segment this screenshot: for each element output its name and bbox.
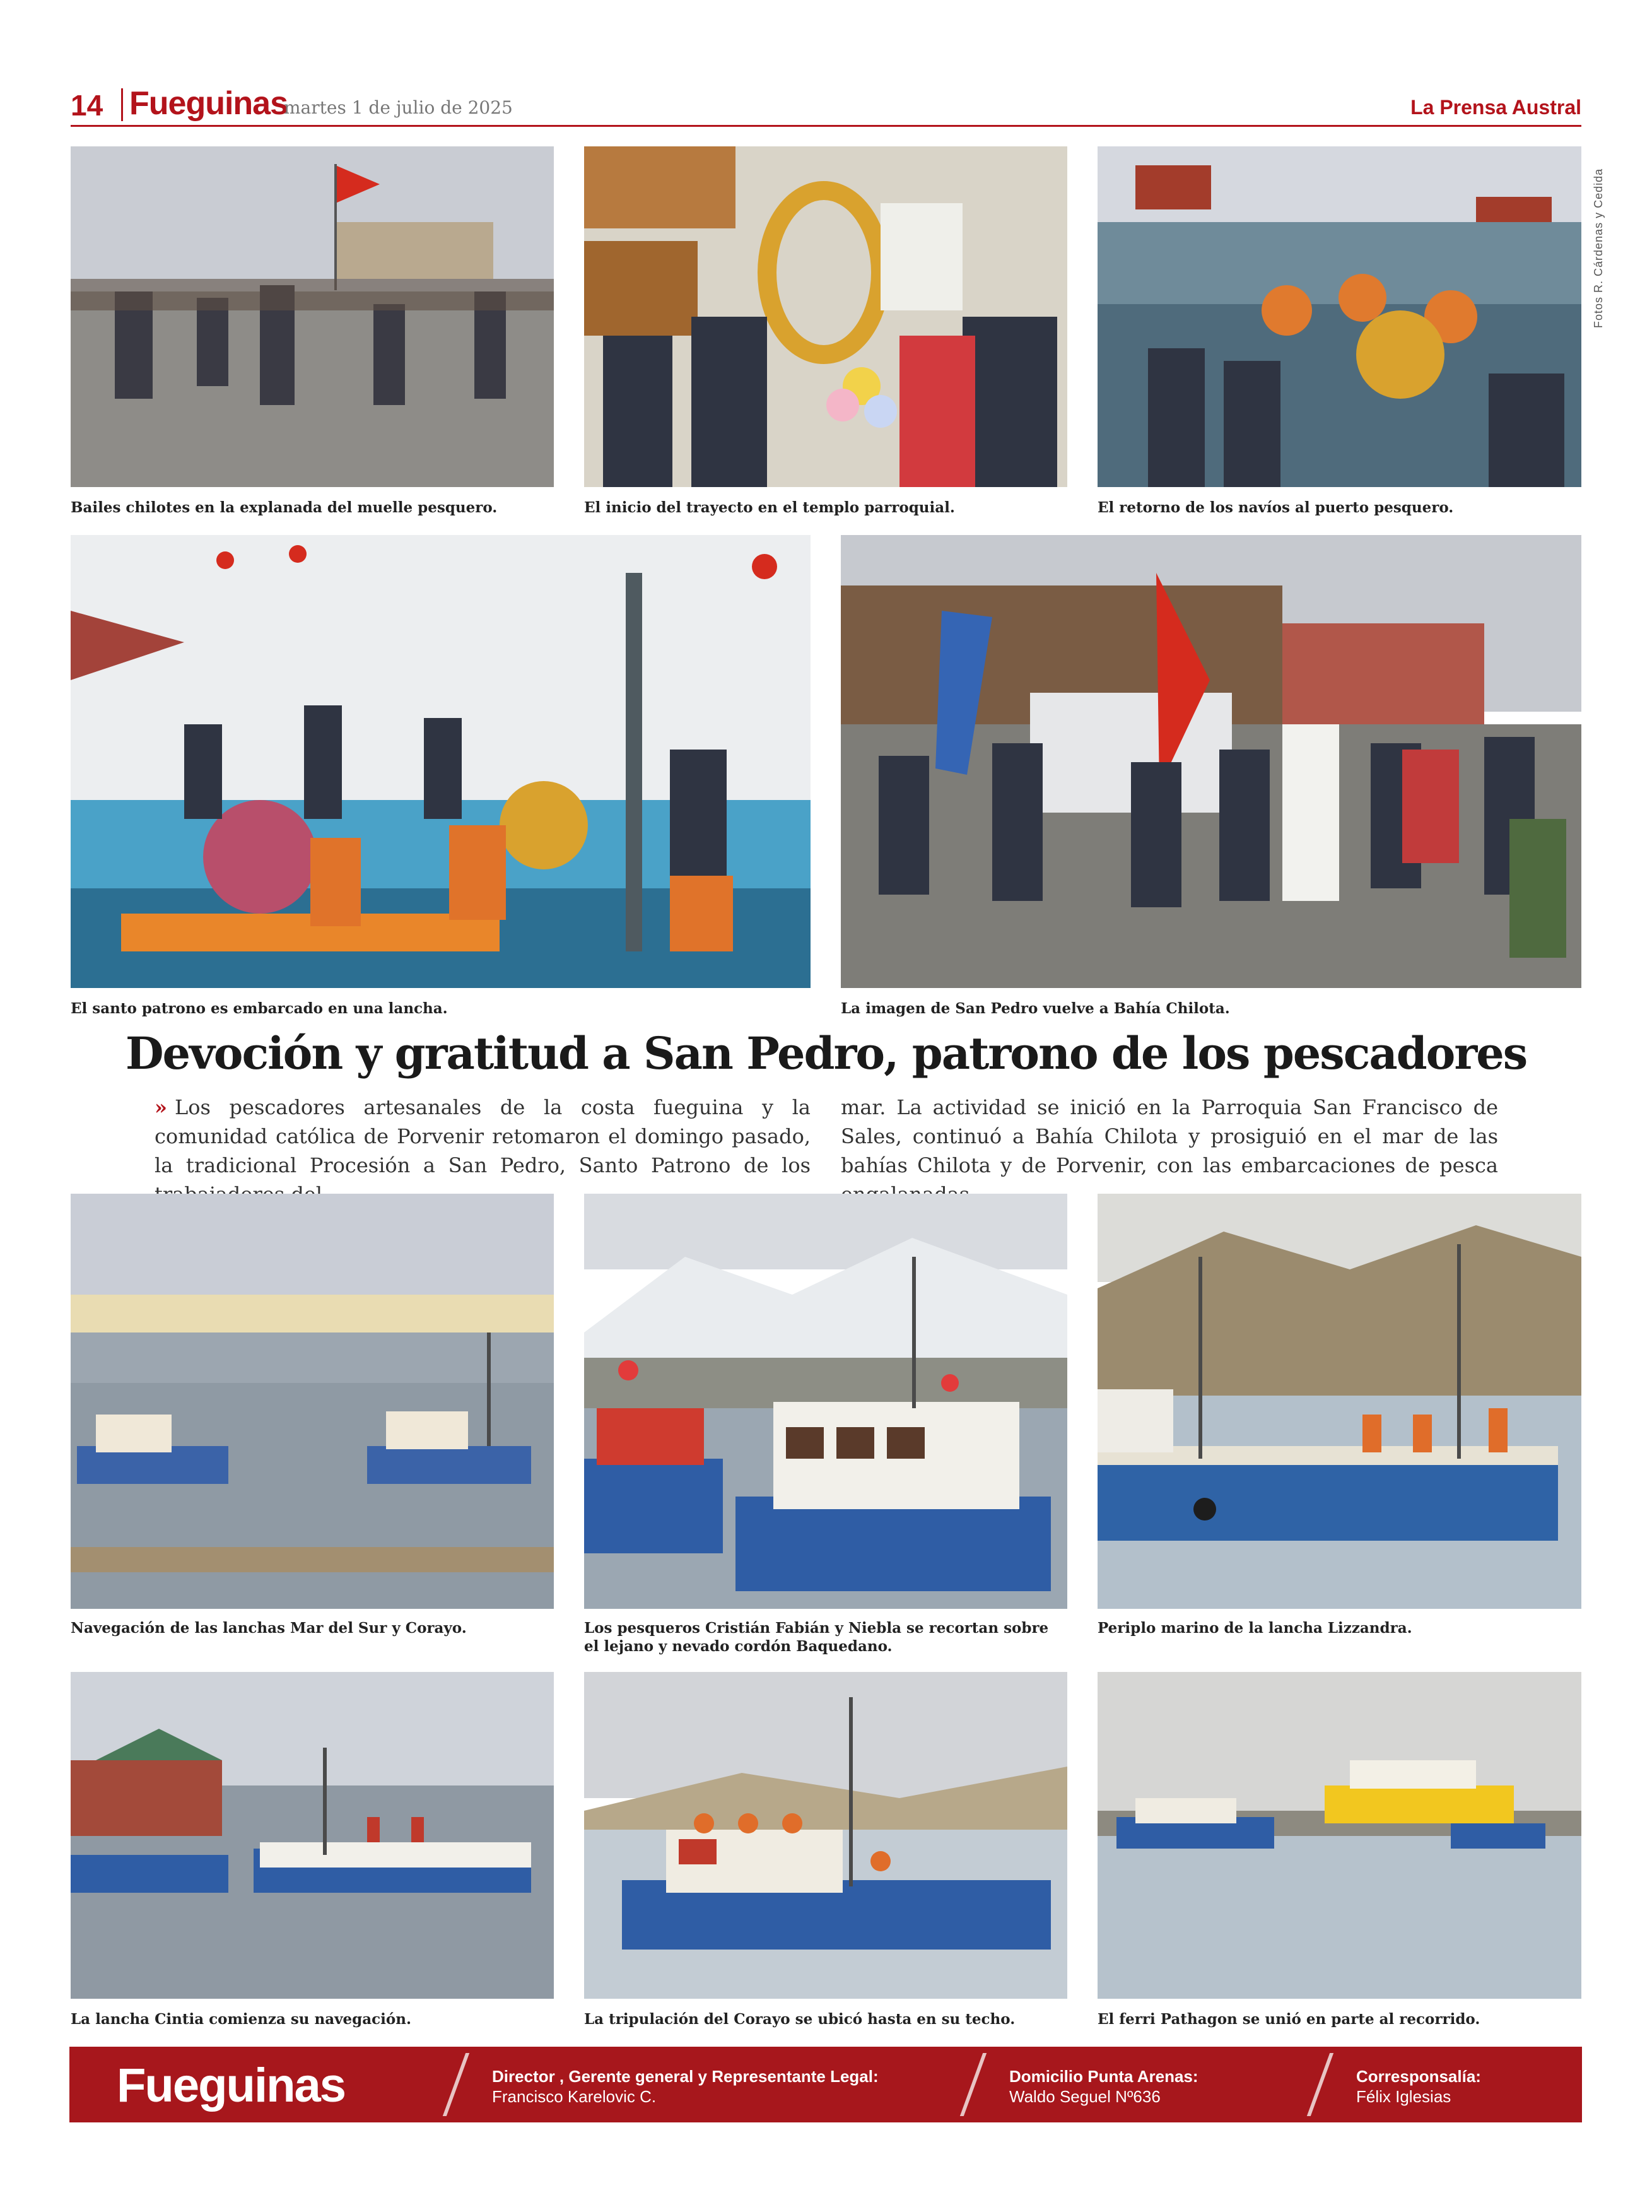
caption-ferri: El ferri Pathagon se unió en parte al recorrido. [1098,2011,1480,2028]
publication-date: martes 1 de julio de 2025 [284,97,513,118]
footer-bar [69,2047,1582,2122]
caption-cristian-fabian: Los pesqueros Cristián Fabián y Niebla se recortan sobre el lejano y nevado cordón Baquedano. [584,1620,1049,1655]
photo-ferri-pathagon [1098,1672,1581,1999]
caption-dances: Bailes chilotes en la explanada del muelle pesquero. [71,499,498,516]
photo-lizzandra [1098,1194,1581,1609]
caption-corayo-roof: La tripulación del Corayo se ubicó hasta en su techo. [584,2011,1016,2028]
photo-credit: Fotos R. Cárdenas y Cedida [1592,168,1605,328]
caption-church: El inicio del trayecto en el templo parroquial. [584,499,955,516]
caption-return: El retorno de los navíos al puerto pesquero. [1098,499,1454,516]
header-rule [71,125,1581,127]
article-body-col2: mar. La actividad se inició en la Parroquia San Francisco de Sales, continuó a Bahía Chilota y prosiguió en el mar de las bahías Chilota y de Porvenir, con las embarcaciones de pesca [841,1095,1498,1177]
article-text-1: Los pescadores artesanales de la costa fueguina y la comunidad católica de Porvenir retomaron el domingo pasado, la tradicional Procesión a San Pedro, Santo Patrono de los [155,1095,811,1177]
footer-divider [443,2053,469,2116]
caption-san-pedro-returns: La imagen de San Pedro vuelve a Bahía Chilota. [841,1000,1230,1017]
photo-cintia [71,1672,554,1999]
footer-corresp-value: Félix Iglesias [1356,2087,1451,2106]
photo-mar-del-sur-corayo [71,1194,554,1609]
footer-divider [1307,2053,1333,2116]
photo-cristian-fabian-niebla [584,1194,1067,1609]
arrow-icon: » [155,1095,167,1119]
newspaper-name: La Prensa Austral [1410,96,1581,119]
photo-san-pedro-returns [841,535,1581,988]
photo-return-port [1098,146,1581,487]
footer-director-label: Director , Gerente general y Representante Legal: [492,2067,879,2086]
header-separator [121,88,123,121]
article-body-col1 [155,1093,811,1209]
page-number: 14 [71,89,103,122]
caption-cintia: La lancha Cintia comienza su navegación. [71,2011,411,2028]
footer-divider [960,2053,987,2116]
caption-saint-boarded: El santo patrono es embarcado en una lancha. [71,1000,448,1017]
section-title: Fueguinas [129,85,288,122]
photo-corayo-roof [584,1672,1067,1999]
photo-saint-boarded [71,535,811,988]
photo-dances-pier [71,146,554,487]
footer-logo: Fueguinas [117,2059,346,2112]
caption-lizzandra: Periplo marino de la lancha Lizzandra. [1098,1620,1412,1637]
footer-address-value: Waldo Seguel Nº636 [1009,2087,1161,2106]
footer-director-value: Francisco Karelovic C. [492,2087,657,2106]
article-headline: Devoción y gratitud a San Pedro, patrono de los pescadores [125,1027,1527,1080]
footer-address-label: Domicilio Punta Arenas: [1009,2067,1198,2086]
caption-mar-del-sur: Navegación de las lanchas Mar del Sur y Corayo. [71,1620,467,1637]
footer-corresp-label: Corresponsalía: [1356,2067,1481,2086]
photo-church [584,146,1067,487]
